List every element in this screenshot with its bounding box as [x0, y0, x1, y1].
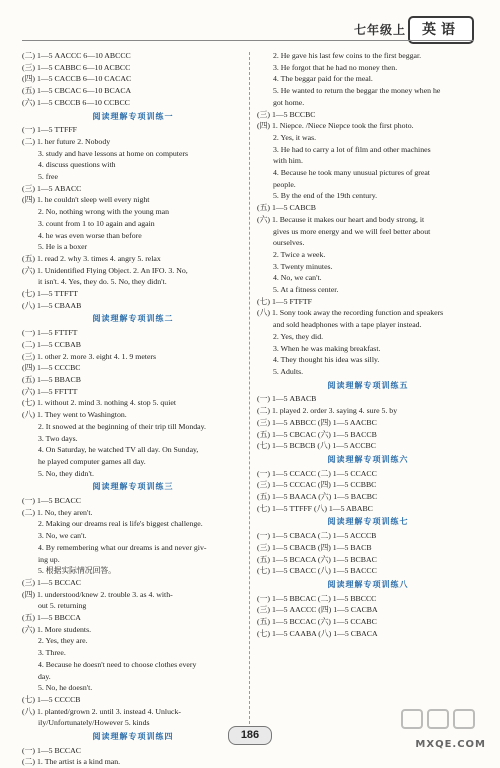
answer-line: ing up.: [38, 554, 60, 564]
answer-line: (一) 1—5 FTTFT: [22, 328, 78, 338]
answer-line: (八) 1. planted/grown 2. until 3. instead 4. Unluck-: [22, 706, 181, 716]
answer-column-left: [22, 50, 244, 768]
answer-line: ourselves.: [273, 238, 305, 248]
answer-line: (三) 1—5 CBACB (四) 1—5 BACB: [257, 542, 372, 552]
answer-line: (七) 1—5 FTFTF: [257, 296, 313, 306]
answer-line: (一) 1—5 CCACC (二) 1—5 CCACC: [257, 468, 377, 478]
answer-line: 4. The beggar paid for the meal.: [273, 74, 373, 84]
answer-line: (七) 1—5 CBACC (八) 1—5 BACCC: [257, 566, 377, 576]
answer-line: (七) 1—5 CCCCB: [22, 694, 81, 704]
answer-line: (七) 1—5 CAABA (八) 1—5 CBACA: [257, 628, 378, 638]
subject-badge: 英语: [408, 16, 474, 44]
answer-line: (三) 1—5 AACCC (四) 1—5 CACBA: [257, 605, 378, 615]
answer-line: 3. When he was making breakfast.: [273, 343, 381, 353]
answer-line: (七) 1—5 TTFTT: [22, 289, 78, 299]
answer-line: 2. No, nothing wrong with the young man: [38, 207, 170, 217]
answer-line: 3. Two days.: [38, 433, 78, 443]
watermark-text: MXQE.COM: [415, 739, 486, 750]
answer-line: 3. Three.: [38, 648, 66, 658]
answer-line: (一) 1—5 CBACA (二) 1—5 ACCCB: [257, 531, 377, 541]
answer-line: gives us more energy and we will feel better about: [273, 226, 431, 236]
answer-line: (三) 1—5 CCCAC (四) 1—5 CCBBC: [257, 480, 377, 490]
answer-line: (四) 1. he couldn't sleep well every night: [22, 195, 150, 205]
answer-line: (六) 1—5 FFTTT: [22, 386, 78, 396]
grade-label: 七年级上: [353, 23, 406, 37]
section-heading: 阅读理解专项训练一: [92, 111, 174, 121]
answer-line: (四) 1—5 CACCB 6—10 CACAC: [22, 74, 132, 84]
section-heading: 阅读理解专项训练七: [327, 517, 409, 527]
answer-line: (二) 1. her future 2. Nobody: [22, 136, 111, 146]
answer-line: 4. Because he doesn't need to choose clothes every: [38, 659, 197, 669]
answer-line: (二) 1. The artist is a kind man.: [22, 757, 121, 767]
answer-line: 4. he was even worse than before: [38, 230, 142, 240]
answer-line: 5. He is a boxer: [38, 242, 88, 252]
page-header: [324, 16, 474, 42]
answer-line: 2. Twice a week.: [273, 249, 326, 259]
section-heading: 阅读理解专项训练八: [327, 579, 409, 589]
answer-line: 5. No, they didn't.: [38, 468, 94, 478]
answer-line: he played computer games all day.: [38, 456, 146, 466]
answer-line: (五) 1. read 2. why 3. times 4. angry 5. relax: [22, 253, 161, 263]
answer-line: (四) 1—5 CCCBC: [22, 363, 81, 373]
answer-line: (五) 1—5 BAACA (六) 1—5 BACBC: [257, 492, 378, 502]
answer-line: (七) 1—5 TTFFF (八) 1—5 ABABC: [257, 503, 373, 513]
answer-line: (五) 1—5 CBCAC (六) 1—5 BACCB: [257, 429, 377, 439]
answer-line: with him.: [273, 156, 303, 166]
answer-line: (七) 1—5 BCBCB (八) 1—5 ACCBC: [257, 441, 376, 451]
answer-column-right: [257, 50, 479, 639]
answer-line: (四) 1. understood/knew 2. trouble 3. as 4. with-: [22, 589, 173, 599]
answer-line: (六) 1. Because it makes our heart and body strong, it: [257, 214, 425, 224]
answer-line: (六) 1. More students.: [22, 624, 92, 634]
answer-line: 2. Yes, they did.: [273, 331, 324, 341]
answer-line: 3. Twenty minutes.: [273, 261, 333, 271]
answer-line: 5. 根据实际情况回答。: [38, 566, 116, 576]
answer-line: (五) 1—5 BBACB: [22, 374, 81, 384]
answer-line: 5. He wanted to return the beggar the money when he: [273, 86, 441, 96]
answer-line: (一) 1—5 BBCAC (二) 1—5 BBCCC: [257, 593, 377, 603]
answer-line: out 5. returning: [38, 601, 87, 611]
answer-line: (三) 1—5 ABBCC (四) 1—5 AACBC: [257, 417, 377, 427]
answer-line: (三) 1—5 ABACC: [22, 183, 82, 193]
answer-line: (七) 1. without 2. mind 3. nothing 4. stop 5. quiet: [22, 398, 176, 408]
answer-line: (二) 1. played 2. order 3. saying 4. sure 5. by: [257, 406, 398, 416]
answer-line: (六) 1. Unidentified Flying Object. 2. An IFO. 3. No,: [22, 265, 188, 275]
answer-line: 5. No, he doesn't.: [38, 683, 93, 693]
section-heading: 阅读理解专项训练二: [92, 314, 174, 324]
answer-line: (一) 1—5 BCCAC: [22, 745, 81, 755]
answer-line: people.: [273, 179, 296, 189]
section-heading: 阅读理解专项训练六: [327, 454, 409, 464]
answer-line: 5. By the end of the 19th century.: [273, 191, 378, 201]
answer-line: 3. study and have lessons at home on computers: [38, 148, 189, 158]
answer-line: (一) 1—5 TTFFF: [22, 125, 78, 135]
answer-line: 2. Making our dreams real is life's biggest challenge.: [38, 519, 203, 529]
answer-line: 3. No, we can't.: [38, 531, 87, 541]
answer-line: 4. No, we can't.: [273, 273, 322, 283]
answer-line: (三) 1—5 CABBC 6—10 ACBCC: [22, 62, 131, 72]
answer-line: (二) 1—5 AACCC 6—10 ABCCC: [22, 51, 131, 60]
answer-line: 4. By remembering what our dreams is and never giv-: [38, 542, 207, 552]
answer-line: it isn't. 4. Yes, they do. 5. No, they didn't.: [38, 277, 167, 287]
answer-line: (八) 1. They went to Washington.: [22, 410, 127, 420]
answer-line: (五) 1—5 BCCAC (六) 1—5 CCABC: [257, 617, 377, 627]
column-divider: [249, 52, 250, 724]
answer-line: 2. Yes, they are.: [38, 636, 88, 646]
answer-line: (四) 1. Niepce. /Niece Niepce took the first photo.: [257, 121, 414, 131]
answer-line: (二) 1—5 CCBAB: [22, 339, 81, 349]
answer-line: (五) 1—5 BCACA (六) 1—5 BCBAC: [257, 554, 377, 564]
answer-line: day.: [38, 671, 51, 681]
answer-line: (六) 1—5 CBCCB 6—10 CCBCC: [22, 97, 130, 107]
section-heading: 阅读理解专项训练四: [92, 732, 174, 742]
answer-line: 5. At a fitness center.: [273, 285, 339, 295]
answer-line: (三) 1—5 BCCAC: [22, 577, 81, 587]
answer-line: 4. On Saturday, he watched TV all day. On Sunday,: [38, 445, 199, 455]
answer-line: (八) 1. Sony took away the recording function and speakers: [257, 308, 444, 318]
answer-line: and sold headphones with a tape player instead.: [273, 320, 422, 330]
answer-line: (五) 1—5 CBCAC 6—10 BCACA: [22, 86, 132, 96]
answer-line: 3. count from 1 to 10 again and again: [38, 218, 155, 228]
answer-line: (五) 1—5 CABCB: [257, 203, 316, 213]
answer-line: 4. discuss questions with: [38, 160, 116, 170]
answer-line: 2. It snowed at the beginning of their trip till Monday.: [38, 421, 206, 431]
answer-line: 4. Because he took many unusual pictures of great: [273, 168, 430, 178]
answer-line: (一) 1—5 BCACC: [22, 496, 81, 506]
header-rule: [22, 40, 474, 41]
page-number: 186: [228, 726, 272, 745]
answer-line: (三) 1. other 2. more 3. eight 4. 1. 9 meters: [22, 351, 157, 361]
answer-line: (一) 1—5 ABACB: [257, 394, 317, 404]
answer-line: (二) 1. No, they aren't.: [22, 507, 93, 517]
answer-line: (五) 1—5 BBCCA: [22, 613, 81, 623]
answer-line: 5. Adults.: [273, 366, 304, 376]
answer-line: 3. He forgot that he had no money then.: [273, 62, 398, 72]
answer-line: 3. He had to carry a lot of film and other machines: [273, 144, 431, 154]
answer-line: 2. Yes, it was.: [273, 132, 317, 142]
answer-line: ily/Unfortunately/However 5. kinds: [38, 718, 150, 728]
section-heading: 阅读理解专项训练三: [92, 482, 174, 492]
answer-line: 2. He gave his last few coins to the first beggar.: [273, 51, 422, 60]
answer-line: got home.: [273, 97, 305, 107]
answer-line: (三) 1—5 BCCBC: [257, 109, 316, 119]
section-heading: 阅读理解专项训练五: [327, 380, 409, 390]
answer-line: 5. free: [38, 172, 58, 182]
answer-line: (八) 1—5 CBAAB: [22, 300, 82, 310]
answer-line: 4. They thought his idea was silly.: [273, 355, 380, 365]
